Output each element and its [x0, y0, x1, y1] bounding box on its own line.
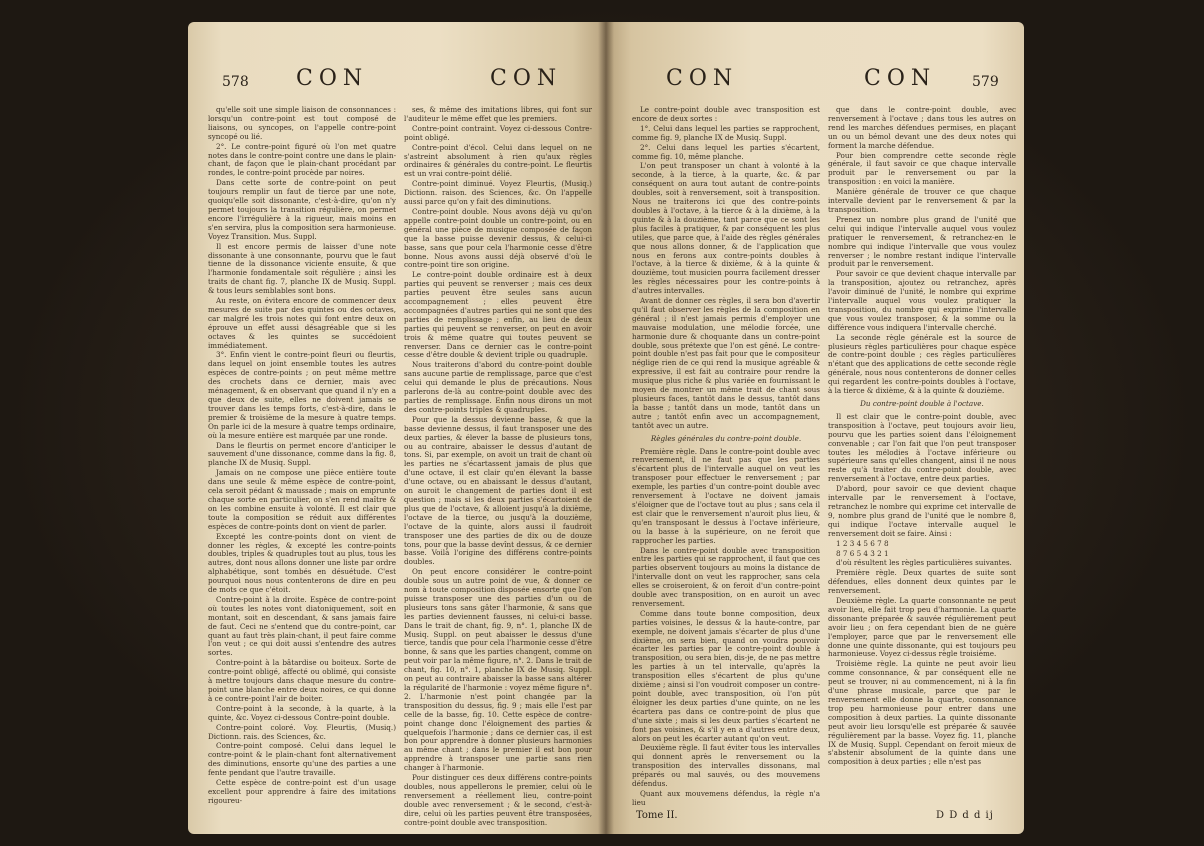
paragraph: L'on peut transposer un chant à volonté à la seconde, à la tierce, à la quarte, &c. & par conséquent on aura tout autant de contre-points doubles, soit à renversement, soit à transposition. Nous ne traiterons ici que des contre-points doubles à l'octave, à la tierce & à la dixième, à la quinte & à la douzième, tant parce que ce sont les plus faciles à pratiquer, & par conséquent les plus utiles, que parce que, à l'aide des règles générales que nous allons donner, & de l'application que nous en ferons aux contre-points doubles à l'octave, à la tierce & dixième, & à la quinte & douzième, tout musicien pourra facilement dresser les règles nécessaires pour les contre-points à d'autres intervalles. [632, 161, 820, 296]
paragraph: Dans cette sorte de contre-point on peut toujours remplir un faut de tierce par une note, quoiqu'elle soit dissonante, c'est-à-dire, qu'on n'y permet toujours la transition régulière, on permet encore l'irrégulière à la rigueur, mais moins en s'en servira, plus la composition sera harmonieuse. Voyez Transition. Mus. Suppl. [208, 178, 396, 241]
running-head: CON [490, 66, 563, 91]
paragraph: Pour bien comprendre cette seconde règle générale, il faut savoir ce que chaque intervalle produit par le renversement ou par la transposition : en voici la manière. [828, 150, 1016, 187]
paragraph: Excepté les contre-points dont on vient de donner les règles, & excepté les contre-points doubles, triples & quadruples tout au plus, tous les autres, dont nous allons donner une liste par ordre alphabétique, sont tombés en désuétude. C'est pourquoi nous nous contenterons de dire en peu de mots ce que c'étoit. [208, 531, 396, 595]
paragraph: Première règle. Dans le contre-point double avec renversement, il ne faut pas que les parties s'écartent plus de l'intervalle auquel on veut les transposer pour effectuer le renversement ; par exemple, les parties d'un contre-point double avec renversement à l'octave ne doivent jamais s'éloigner que de l'octave tout au plus ; sans cela il est clair que le renversement n'auroit plus lieu, & qu'en transposant le dessus à l'octave inférieure, ou la basse à la supérieure, on ne feroit que rapprocher les parties. [632, 446, 820, 545]
paragraph: Deuxième règle. La quarte consonnante ne peut avoir lieu, elle fait trop peu d'harmonie. La quarte dissonante préparée & sauvée régulièrement peut avoir lieu ; on fera cependant bien de ne guère l'employer, parce que par le renversement elle donne une quinte dissonante, qui est toujours peu harmonieuse. Voyez ci-dessus règle troisième. [828, 596, 1016, 659]
paragraph: Contre-point coloré. Voy. Fleurtis, (Musiq.) Dictionn. rais. des Sciences, &c. [208, 722, 396, 741]
right-page-column-2 [828, 106, 1016, 806]
paragraph: 1 2 3 4 5 6 7 8 [836, 538, 889, 548]
page-number: 578 [222, 74, 249, 90]
paragraph: Avant de donner ces règles, il sera bon d'avertir qu'il faut observer les règles de la composition en général ; il n'est jamais permis d'employer une mauvaise modulation, une mélodie forcée, une harmonie dure & choquante dans un contre-point double, sous prétexte que l'on est gêné. Le contre-point double n'est pas fait pour que le compositeur néglige rien de ce qui rend la musique agréable & expressive, il est fait au contraire pour rendre la musique plus riche & plus variée en fournissant le moyen de montrer un même trait de chant sous plusieurs faces, tantôt dans le dessus, tantôt dans la basse ; tantôt dans un mode, tantôt dans un autre ; tantôt enfin avec un accompagnement, tantôt avec un autre. [632, 296, 820, 430]
signature-mark: D D d d ij [936, 810, 994, 821]
paragraph: qu'elle soit une simple liaison de consonnances : lorsqu'un contre-point est tout composé de liaisons, ou syncopes, on l'appelle contre-point syncopé ou lié. [208, 105, 396, 141]
paragraph: Nous traiterons d'abord du contre-point double sans aucune partie de remplissage, parce que c'est celui qui demande le plus de précautions. Nous parlerons de-là au contre-point double avec des parties de remplissage. Enfin nous dirons un mot des contre-points triples & quadruples. [404, 360, 592, 414]
paragraph: Quant aux mouvemens défendus, la règle n'a lieu [632, 788, 820, 807]
paragraph: La seconde règle générale est la source de plusieurs règles particulières pour chaque espèce de contre-point double ; ces règles particulières n'étant que des applications de cette seconde règle générale, nous nous contenterons de donner celles qui regardent les contre-points doubles à l'octave, à la tierce & dixième, & à la quinte & douzième. [828, 332, 1016, 396]
paragraph: Pour distinguer ces deux différens contre-points doubles, nous appellerons le premier, celui où le renversement a réellement lieu, contre-point double avec renversement ; & le second, c'est-à-dire, celui où les parties peuvent être transposées, contre-point double avec transposition. [404, 773, 592, 827]
paragraph: Contre-point à la seconde, à la quarte, à la quinte, &c. Voyez ci-dessous Contre-point double. [208, 703, 396, 722]
paragraph: Deuxième règle. Il faut éviter tous les intervalles qui donnent après le renversement ou la transposition des intervalles dissonans, mal préparés ou mal sauvés, ou des mouvemens défendus. [632, 743, 820, 789]
right-page-column-1 [632, 106, 820, 806]
paragraph: 2°. Celui dans lequel les parties s'écartent, comme fig. 10, même planche. [632, 142, 820, 161]
paragraph: Il est clair que le contre-point double, avec transposition à l'octave, peut toujours avoir lieu, pourvu que les parties soient dans l'éloignement convenable ; car l'on fait que l'on peut transposer toutes les mélodies à l'octave inférieure ou supérieure sans qu'elles changent, ainsi il ne nous reste qu'à traiter du contre-point double, avec renversement à l'octave, entre deux parties. [828, 411, 1016, 484]
paragraph: Pour savoir ce que devient chaque intervalle par la transposition, ajoutez ou retranchez, après l'avoir diminué de l'unité, le nombre qui exprime l'intervalle auquel vous voulez pratiquer la transposition, du nombre qui exprime l'intervalle que vous voulez transposer, & la somme ou la différence vous indiquera l'intervalle cherché. [828, 269, 1016, 332]
paragraph: Troisième règle. La quinte ne peut avoir lieu comme consonnance, & par conséquent elle ne peut se trouver, ni au commencement, ni à la fin d'une phrase musicale, parce que par le renversement elle donne la quarte, consonnance trop peu harmonieuse pour entrer dans une composition à deux parties. La quinte dissonante peut avoir lieu lorsqu'elle est préparée & sauvée régulièrement par la basse. Voyez fig. 11, planche IX de Musiq. Suppl. Cependant on feroit mieux de s'abstenir absolument de la quinte dans une composition à deux parties ; elle n'est pas [828, 659, 1016, 767]
paragraph: Contre-point composé. Celui dans lequel le contre-point & le plain-chant font alternativement des diminutions, ensorte qu'une des parties a une fente pendant que l'autre travaille. [208, 741, 396, 778]
paragraph: 3°. Enfin vient le contre-point fleuri ou fleurtis, dans lequel on joint ensemble toutes les autres espèces de contre-points ; on peut même mettre des crochets dans ce dernier, mais avec ménagement, & en observant que quand il n'y en a que deux de suite, elles ne doivent jamais se trouver dans les temps forts, c'est-à-dire, dans le premier & troisième de la mesure à quatre temps. On parle ici de la mesure à quatre temps ordinaire, où la mesure entière est marquée par une ronde. [208, 350, 396, 440]
paragraph: Règles générales du contre-point double. [650, 433, 802, 443]
paragraph: Jamais on ne compose une pièce entière toute dans une seule & même espèce de contre-point, cela seroit pédant & maussade ; mais on emprunte chaque sorte en particulier, on s'en rend maître & on les combine ensuite à volonté. Il est clair que toute la composition se réduit aux différentes espèces de contre-points dont on vient de parler. [208, 468, 396, 531]
left-page-header [188, 62, 606, 98]
paragraph: Le contre-point double ordinaire est à deux parties qui peuvent se renverser ; mais ces deux parties peuvent être seules sans aucun accompagnement ; elles peuvent être accompagnées d'autres parties qui ne sont que des parties de remplissage ; enfin, au lieu de deux parties qui peuvent se renverser, on peut en avoir trois & même quatre qui toutes peuvent se renverser. Dans ce dernier cas le contre-point cesse d'être double & devient triple ou quadruple. [404, 270, 592, 360]
paragraph: Le contre-point double avec transposition est encore de deux sortes : [632, 105, 820, 123]
paragraph: Contre-point double. Nous avons déjà vu qu'on appelle contre-point double un contre-point, ou en général une pièce de musique composée de façon que la basse puisse devenir dessus, & celui-ci basse, sans que pour cela l'harmonie cesse d'être bonne. Nous avons aussi déjà observé d'où le contre-point tire son origine. [404, 206, 592, 270]
paragraph: D'abord, pour savoir ce que devient chaque intervalle par le renversement à l'octave, retranchez le nombre qui exprime cet intervalle de 9, nombre plus grand de l'unité que le nombre 8, qui indique l'octave intervalle auquel le renversement doit se faire. Ainsi : [828, 484, 1016, 538]
paragraph: Dans le contre-point double avec transposition entre les parties qui se rapprochent, il faut que ces parties observent toujours au moins la distance de l'intervalle dont on veut les rapprocher, sans cela elles se croiseroient, & on feroit d'un contre-point double avec transposition, on en auroit un avec renversement. [632, 545, 820, 608]
left-page [188, 22, 606, 834]
paragraph: Pour que la dessus devienne basse, & que la basse devienne dessus, il faut transposer une des deux parties, & élever la basse de plusieurs tons, ou au contraire, abaisser le dessus d'autant de tons. Si, par exemple, on avoit un trait de chant où les parties ne s'écartassent jamais de plus que d'une octave, il est clair qu'en élevant la basse d'une octave, ou en abaissant le dessus d'autant, on auroit le changement de parties dont il est question ; mais si les deux parties s'écartoient de plus que de l'octave, & alloient jusqu'à la dixième, l'octave de la tierce, ou jusqu'à la douzième, l'octave de la quinte, alors aussi il faudroit transposer une des parties de dix ou de douze tons, pour que la basse devînt dessus, & ce dernier basse. Voilà l'origine des différens contre-points doubles. [404, 414, 592, 567]
paragraph: Première règle. Deux quartes de suite sont défendues, elles donnent deux quintes par le renversement. [828, 568, 1016, 596]
volume-footer: Tome II. [636, 810, 678, 821]
left-page-column-1 [208, 106, 396, 806]
paragraph: ses, & même des imitations libres, qui font sur l'auditeur le même effet que les premiers. [404, 105, 592, 123]
paragraph: On peut encore considérer le contre-point double sous un autre point de vue, & donner ce nom à toute composition disposée ensorte que l'on puisse transposer une des parties d'un ou de plusieurs tons sans gâter l'harmonie, & sans que les parties deviennent fausses, ni celui-ci basse. Dans le trait de chant, fig. 9, n°. 1, planche IX de Musiq. Suppl. on peut abaisser le dessus d'une tierce, tandis que pour cela l'harmonie cesse d'être bonne, & sans que les parties changent, comme on peut voir par la même figure, n°. 2. Dans le trait de chant, fig. 10, n°. 1, planche IX de Musiq. Suppl. on peut au contraire abaisser la basse sans altérer la régularité de l'harmonie : voyez même figure n°. 2. L'harmonie n'est point changée par la transposition du dessus, fig. 9 ; mais elle l'est par celle de la basse, fig. 10. Cette espèce de contre-point change donc l'éloignement des parties & quelquefois l'harmonie ; dans ce dernier cas, il est bon pour apprendre à donner plusieurs harmonies au même chant ; dans le premier il est bon pour apprendre à transposer une partie sans rien changer à l'harmonie. [404, 567, 592, 773]
paragraph: Contre-point à la bâtardise ou boiteux. Sorte de contre-point obligé, affecté ou oblimé, qui consiste à mettre toujours dans chaque mesure du contre-point une blanche entre deux noires, ce qui donne à ce contre-point l'air de boiter. [208, 658, 396, 703]
paragraph: 2°. Le contre-point figuré où l'on met quatre notes dans le contre-point contre une dans le plain-chant, de façon que le plain-chant procédant par rondes, le contre-point procède par noires. [208, 141, 396, 178]
paragraph: Cette espèce de contre-point est d'un usage excellent pour apprendre à faire des imitations rigoureu- [208, 778, 396, 805]
paragraph: Dans le fleurtis on permet encore d'anticiper le sauvement d'une dissonance, comme dans la fig. 8, planche IX de Musiq. Suppl. [208, 440, 396, 468]
book-gutter [598, 22, 614, 834]
right-page [606, 22, 1024, 834]
paragraph: 1°. Celui dans lequel les parties se rapprochent, comme fig. 9, planche IX de Musiq. Suppl. [632, 123, 820, 142]
paragraph: Il est encore permis de laisser d'une note dissonante à une consonnante, pourvu que le faut tienne de la dissonance viciente ensuite, & que l'harmonie fondamentale soit régulière ; ainsi les traits de chant fig. 7, planche IX de Musiq. Suppl. & tous leurs semblables sont bons. [208, 241, 396, 296]
paragraph: Contre-point d'écol. Celui dans lequel on ne s'astreint absolument à rien qu'aux règles ordinaires & générales du contre-point. Le fleurtis est un vrai contre-point délié. [404, 142, 592, 179]
paragraph: que dans le contre-point double, avec renversement à l'octave ; dans tous les autres on rend les marches défendues permises, en plaçant un ou un bémol devant une des deux notes qui forment la marche défendue. [828, 105, 1016, 150]
paragraph: d'où résultent les règles particulières suivantes. [836, 558, 1012, 568]
paragraph: Du contre-point double à l'octave. [860, 399, 984, 408]
page-number: 579 [972, 74, 999, 90]
paragraph: Contre-point à la droite. Espèce de contre-point où toutes les notes vont diatoniquement, soit en montant, soit en descendant, & sans jamais faire de faut. Ceci ne s'entend que du contre-point, car quant au faut très plain-chant, il peut faire comme l'on veut ; ce qui doit aussi s'entendre des autres sortes. [208, 594, 396, 658]
paragraph: Au reste, on évitera encore de commencer deux mesures de suite par des quintes ou des octaves, car malgré les trois notes qui font entre deux on éprouve un effet aussi désagréable que si les octaves & les quintes se succédoient immédiatement. [208, 296, 396, 350]
paragraph: Contre-point diminué. Voyez Fleurtis, (Musiq.) Dictionn. raison. des Sciences, &c. On l'appelle aussi parce qu'on y fait des diminutions. [404, 179, 592, 207]
paragraph: Prenez un nombre plus grand de l'unité que celui qui indique l'intervalle auquel vous voulez pratiquer le renversement, & retranchez-en le nombre qui indique l'intervalle que vous voulez renverser ; le nombre restant indique l'intervalle produit par le renversement. [828, 214, 1016, 269]
running-head: CON [296, 66, 369, 91]
paragraph: 8 7 6 5 4 3 2 1 [836, 548, 889, 558]
running-head: CON [864, 66, 937, 91]
right-page-header [606, 62, 1024, 98]
paragraph: Manière générale de trouver ce que chaque intervalle devient par le renversement & par la transposition. [828, 187, 1016, 214]
paragraph: Comme dans toute bonne composition, deux parties voisines, le dessus & la haute-contre, par exemple, ne doivent jamais s'écarter de plus d'une dixième, on sera bien, quand on voudra pouvoir écarter les parties par le contre-point double à transposition, ou sera bien, dis-je, de ne pas mettre les parties à un tel intervalle, qu'après la transposition elles s'écartent de plus qu'une dixième ; ainsi si l'on voudroit composer un contre-point double, avec transposition, où l'on pût éloigner les deux parties d'une quinte, on ne les écartera pas dans ce contre-point de plus que d'une sixte ; mais si les deux parties s'écartent ne font pas voisines, & s'il y en a d'autres entre deux, alors on peut les écarter autant qu'on veut. [632, 608, 820, 743]
left-page-column-2 [404, 105, 592, 827]
paragraph: Contre-point contraint. Voyez ci-dessous Contre-point obligé. [404, 123, 592, 142]
running-head: CON [666, 66, 739, 91]
